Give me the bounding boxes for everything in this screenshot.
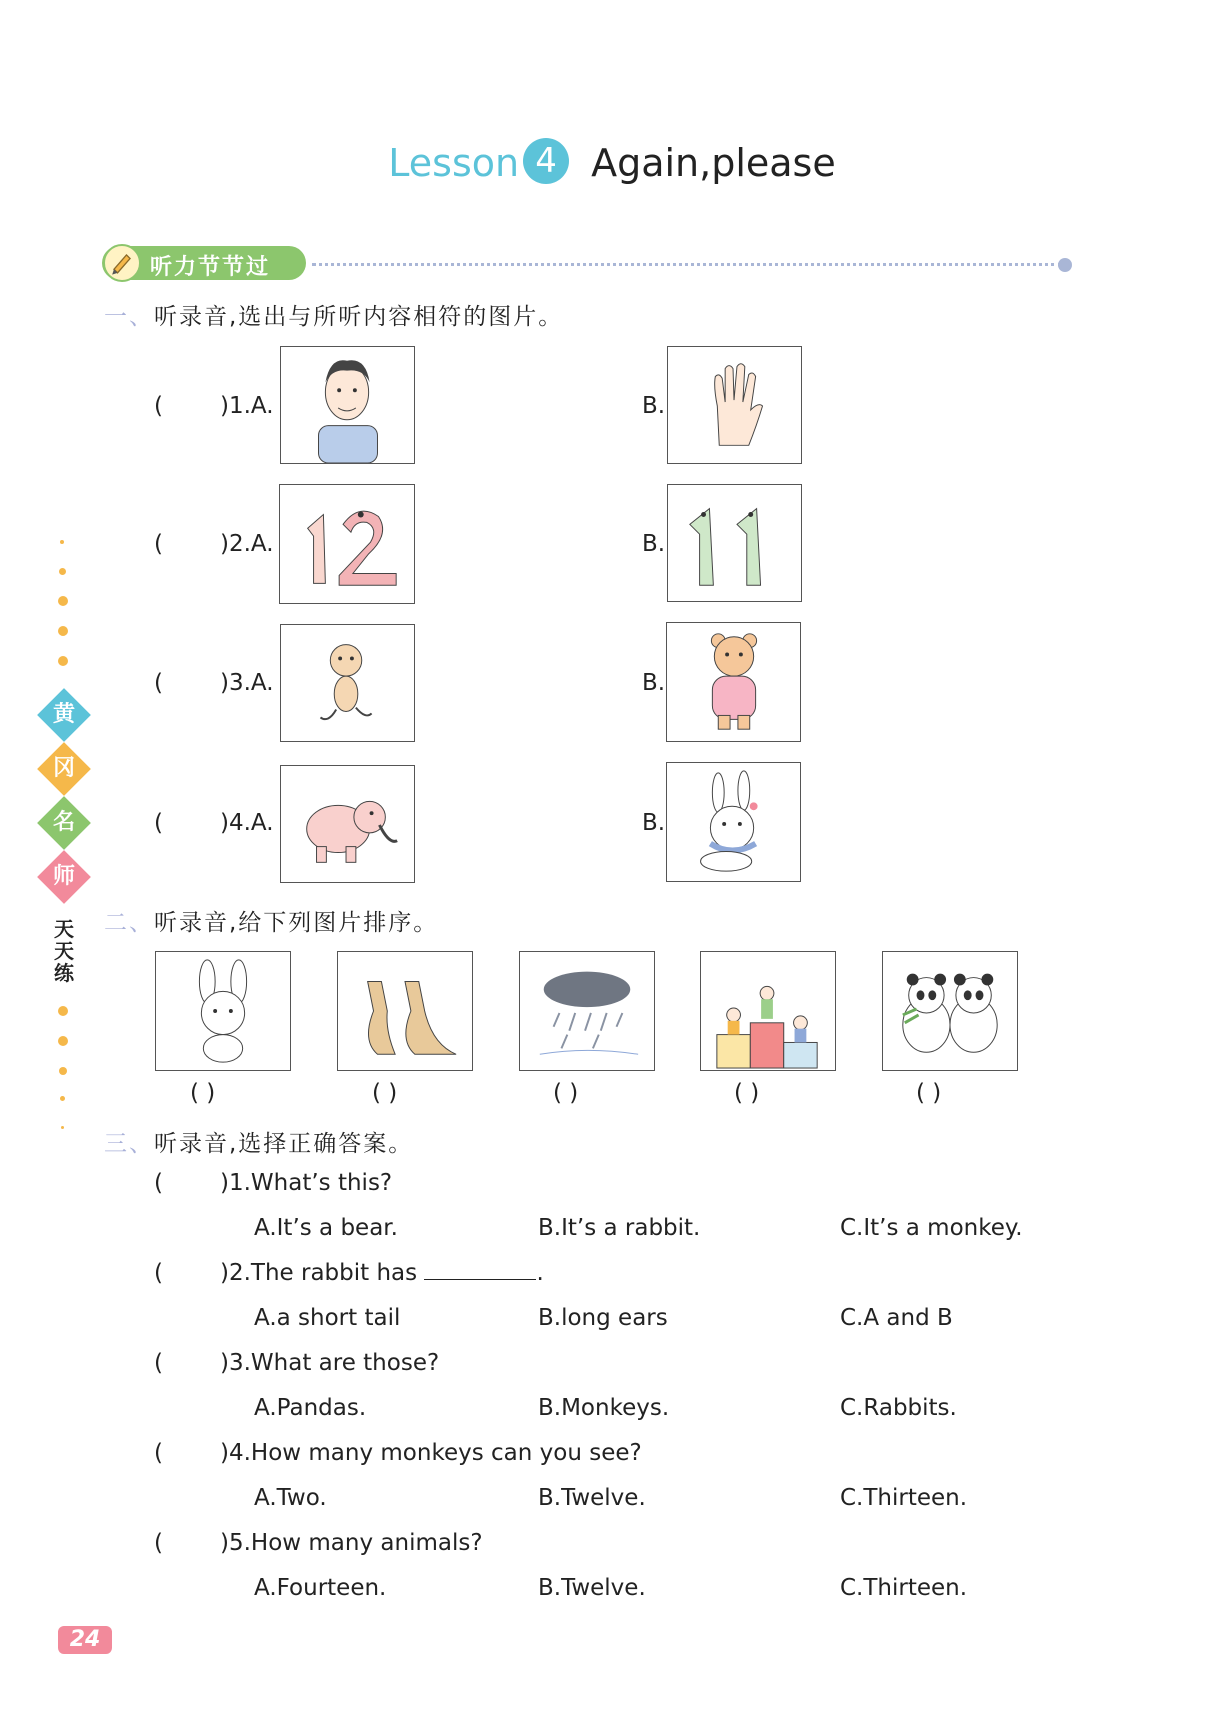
option-b-picture[interactable] [666, 762, 801, 882]
elephant-icon [281, 766, 414, 882]
side-dot [58, 596, 68, 606]
number-eleven-animals-icon [668, 485, 801, 601]
section-instruction: 听录音,选出与所听内容相符的图片。 [154, 304, 564, 330]
question-stem: )1.What’s this? [220, 1170, 393, 1196]
side-dot [59, 568, 66, 575]
question-stem [220, 1260, 544, 1286]
question-stem: )4.How many monkeys can you see? [220, 1440, 642, 1466]
question-label: )3.A. [220, 670, 274, 696]
order-picture-3[interactable] [519, 951, 655, 1071]
question-stem: )5.How many animals? [220, 1530, 483, 1556]
section-number: 三、 [104, 1131, 154, 1157]
option-a-picture[interactable] [279, 484, 415, 604]
choice-a[interactable]: A.Pandas. [254, 1395, 367, 1421]
side-dot [58, 656, 68, 666]
question-label: )2.A. [220, 531, 274, 557]
bear-icon [667, 623, 800, 741]
lesson-label: Lesson [388, 141, 520, 185]
option-b-label: B. [642, 670, 666, 696]
side-dot [58, 1006, 68, 1016]
order-paren-4[interactable]: ( ) [734, 1080, 760, 1106]
page-title [0, 138, 1224, 185]
choice-c[interactable]: C.A and B [840, 1305, 953, 1331]
answer-paren[interactable]: ( [154, 1170, 163, 1196]
dotted-divider [312, 263, 1062, 266]
divider-end-dot [1058, 258, 1072, 272]
choice-a[interactable]: A.Fourteen. [254, 1575, 387, 1601]
section-instruction: 听录音,选择正确答案。 [154, 1131, 414, 1157]
question-stem-text: )2.The rabbit has [220, 1260, 418, 1286]
answer-paren[interactable]: ( [154, 1440, 163, 1466]
answer-paren[interactable]: ( [154, 1530, 163, 1556]
option-b-picture[interactable] [667, 484, 802, 602]
hand-icon [668, 347, 801, 463]
banner-label: 听力节节过 [150, 255, 271, 280]
question-stem: )3.What are those? [220, 1350, 440, 1376]
side-label: 天天练 [54, 917, 74, 985]
rabbit-icon [667, 763, 800, 881]
answer-paren[interactable]: ( [154, 531, 163, 557]
option-b-picture[interactable] [666, 622, 801, 742]
section-number: 二、 [104, 910, 154, 936]
answer-paren[interactable]: ( [154, 1260, 163, 1286]
option-b-label: B. [642, 531, 666, 557]
answer-paren[interactable]: ( [154, 670, 163, 696]
side-dot [61, 1126, 64, 1129]
section-number: 一、 [104, 304, 154, 330]
question-label: )1.A. [220, 393, 274, 419]
order-picture-4[interactable] [700, 951, 836, 1071]
choice-c[interactable]: C.Thirteen. [840, 1575, 968, 1601]
option-b-label: B. [642, 393, 666, 419]
side-char: 名 [52, 810, 75, 835]
choice-b[interactable]: B.long ears [538, 1305, 668, 1331]
choice-a[interactable]: A.a short tail [254, 1305, 401, 1331]
choice-b[interactable]: B.Twelve. [538, 1485, 646, 1511]
pandas-icon [883, 952, 1017, 1070]
choice-c[interactable]: C.Thirteen. [840, 1485, 968, 1511]
side-dot [60, 1096, 65, 1101]
choice-a[interactable]: A.Two. [254, 1485, 327, 1511]
order-picture-5[interactable] [882, 951, 1018, 1071]
lesson-number: 4 [523, 138, 569, 184]
rabbit-icon [156, 952, 290, 1070]
choice-b[interactable]: B.Monkeys. [538, 1395, 670, 1421]
side-char: 师 [52, 864, 75, 889]
side-char: 黄 [52, 702, 75, 727]
side-dot [58, 626, 68, 636]
order-paren-3[interactable]: ( ) [553, 1080, 579, 1106]
side-dot [60, 540, 64, 544]
order-paren-5[interactable]: ( ) [916, 1080, 942, 1106]
order-paren-2[interactable]: ( ) [372, 1080, 398, 1106]
section-2-title [104, 904, 438, 937]
pencil-icon [103, 244, 141, 282]
choice-a[interactable]: A.It’s a bear. [254, 1215, 398, 1241]
monkey-icon [281, 625, 414, 741]
option-a-picture[interactable] [280, 624, 415, 742]
option-b-label: B. [642, 810, 666, 836]
section-3-title [104, 1125, 413, 1158]
order-paren-1[interactable]: ( ) [190, 1080, 216, 1106]
order-picture-2[interactable] [337, 951, 473, 1071]
choice-b[interactable]: B.Twelve. [538, 1575, 646, 1601]
side-char: 冈 [52, 756, 75, 781]
kangaroo-icon [338, 952, 472, 1070]
question-label: )4.A. [220, 810, 274, 836]
option-a-picture[interactable] [280, 765, 415, 883]
number-twelve-animals-icon [280, 485, 414, 603]
lesson-title: Again,please [591, 141, 836, 185]
side-dot [58, 1036, 68, 1046]
choice-c[interactable]: C.Rabbits. [840, 1395, 957, 1421]
option-a-picture[interactable] [280, 346, 415, 464]
answer-paren[interactable]: ( [154, 1350, 163, 1376]
page-number: 24 [58, 1626, 112, 1654]
section-instruction: 听录音,给下列图片排序。 [154, 910, 439, 936]
answer-paren[interactable]: ( [154, 393, 163, 419]
stem-end: . [536, 1260, 544, 1286]
rain-cloud-icon [520, 952, 654, 1070]
fill-blank[interactable] [424, 1261, 536, 1280]
option-b-picture[interactable] [667, 346, 802, 464]
order-picture-1[interactable] [155, 951, 291, 1071]
man-icon [281, 347, 414, 463]
answer-paren[interactable]: ( [154, 810, 163, 836]
side-dot [59, 1067, 67, 1075]
section-1-title [104, 298, 563, 331]
podium-kids-icon [701, 952, 835, 1070]
choice-c[interactable]: C.It’s a monkey. [840, 1215, 1023, 1241]
choice-b[interactable]: B.It’s a rabbit. [538, 1215, 701, 1241]
